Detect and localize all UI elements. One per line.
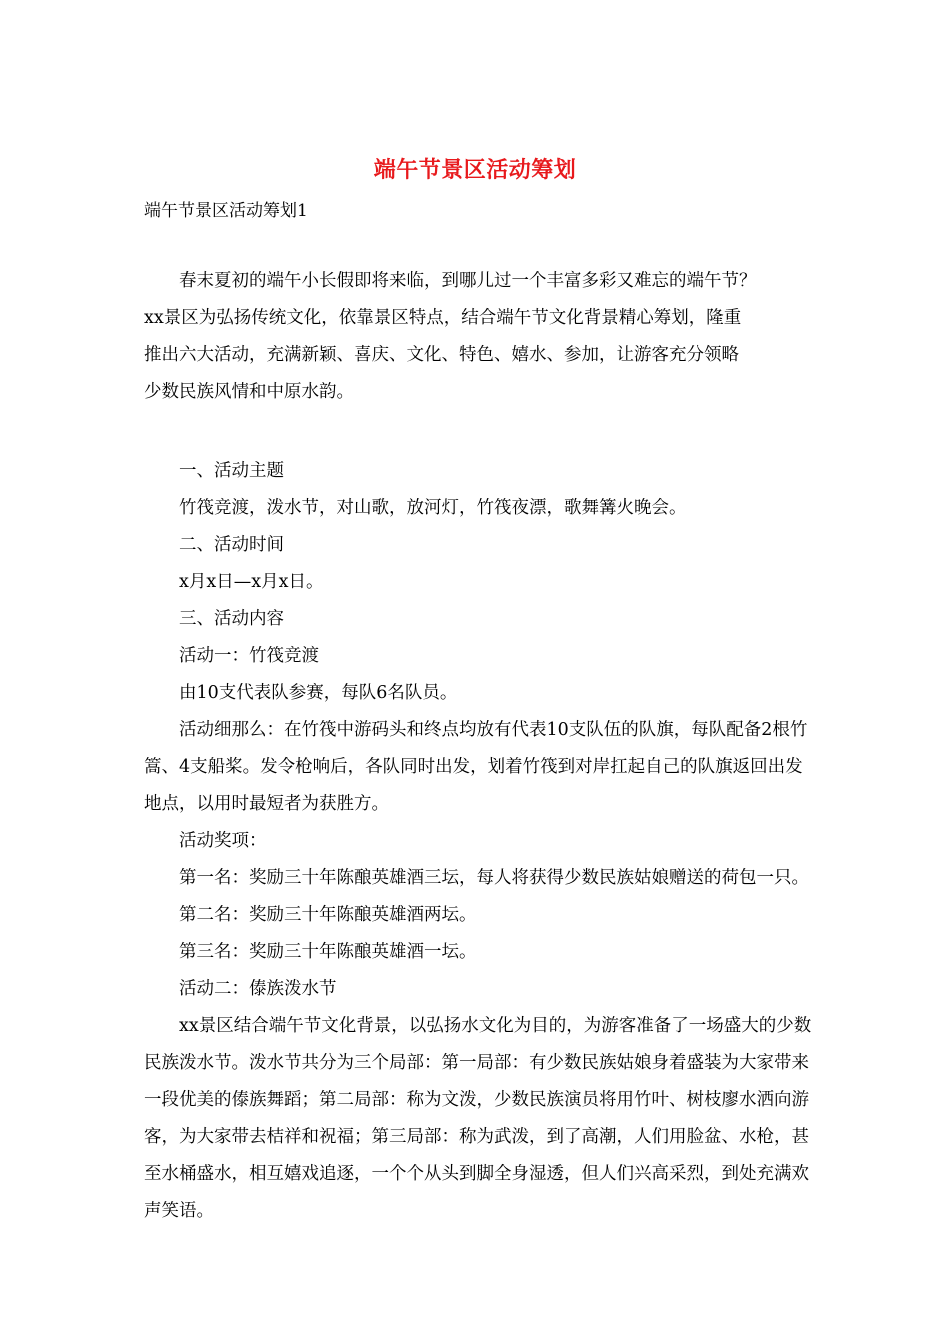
- intro-paragraph: [144, 263, 816, 411]
- award-item: 第一名：奖励三十年陈酿英雄酒三坛，每人将获得少数民族姑娘赠送的荷包一只。: [179, 868, 809, 888]
- intro-line: 春末夏初的端午小长假即将来临，到哪儿过一个丰富多彩又难忘的端午节？: [179, 271, 757, 291]
- paragraph: 竹筏竞渡，泼水节，对山歌，放河灯，竹筏夜漂，歌舞篝火晚会。: [179, 498, 687, 518]
- paragraph: 活动细那么：在竹筏中游码头和终点均放有代表10支队伍的队旗，每队配备2根竹篙、4支船桨。发令枪响后，各队同时出发，划着竹筏到对岸扛起自己的队旗返回出发地点，以用时最短者为获胜方。: [144, 720, 808, 814]
- section-heading: 三、活动内容: [179, 609, 284, 629]
- paragraph-gap: [144, 411, 816, 453]
- section-heading: 二、活动时间: [179, 535, 284, 555]
- document-body: [144, 263, 816, 1230]
- document-subtitle: 端午节景区活动筹划1: [144, 201, 308, 221]
- intro-line: xx景区为弘扬传统文化，依靠景区特点，结合端午节文化背景精心筹划，隆重: [144, 308, 742, 328]
- paragraph: x月x日—x月x日。: [179, 572, 324, 592]
- award-item: 第三名：奖励三十年陈酿英雄酒一坛。: [179, 942, 477, 962]
- intro-line: 推出六大活动，充满新颖、喜庆、文化、特色、嬉水、参加，让游客充分领略: [144, 345, 739, 365]
- document-title: 端午节景区活动筹划: [373, 157, 577, 183]
- paragraph: 由10支代表队参赛，每队6名队员。: [179, 683, 458, 703]
- awards-heading: 活动奖项：: [179, 831, 267, 851]
- section-heading: 一、活动主题: [179, 461, 284, 481]
- activity-heading: 活动一：竹筏竞渡: [179, 646, 319, 666]
- award-item: 第二名：奖励三十年陈酿英雄酒两坛。: [179, 905, 477, 925]
- activity-heading: 活动二：傣族泼水节: [179, 979, 337, 999]
- paragraph: xx景区结合端午节文化背景，以弘扬水文化为目的，为游客准备了一场盛大的少数民族泼水节。泼水节共分为三个局部：第一局部：有少数民族姑娘身着盛装为大家带来一段优美的傣族舞蹈；第二局部：称为文泼，少数民族演员将用竹叶、树枝廖水洒向游客，为大家带去桔祥和祝福；第三局部：称为武泼，到了高潮，人们用脸盆、水枪，甚至水桶盛水，相互嬉戏追逐，一个个从头到脚全身湿透，但人们兴高采烈，到处充满欢声笑语。: [144, 1016, 812, 1221]
- intro-line: 少数民族风情和中原水韵。: [144, 382, 354, 402]
